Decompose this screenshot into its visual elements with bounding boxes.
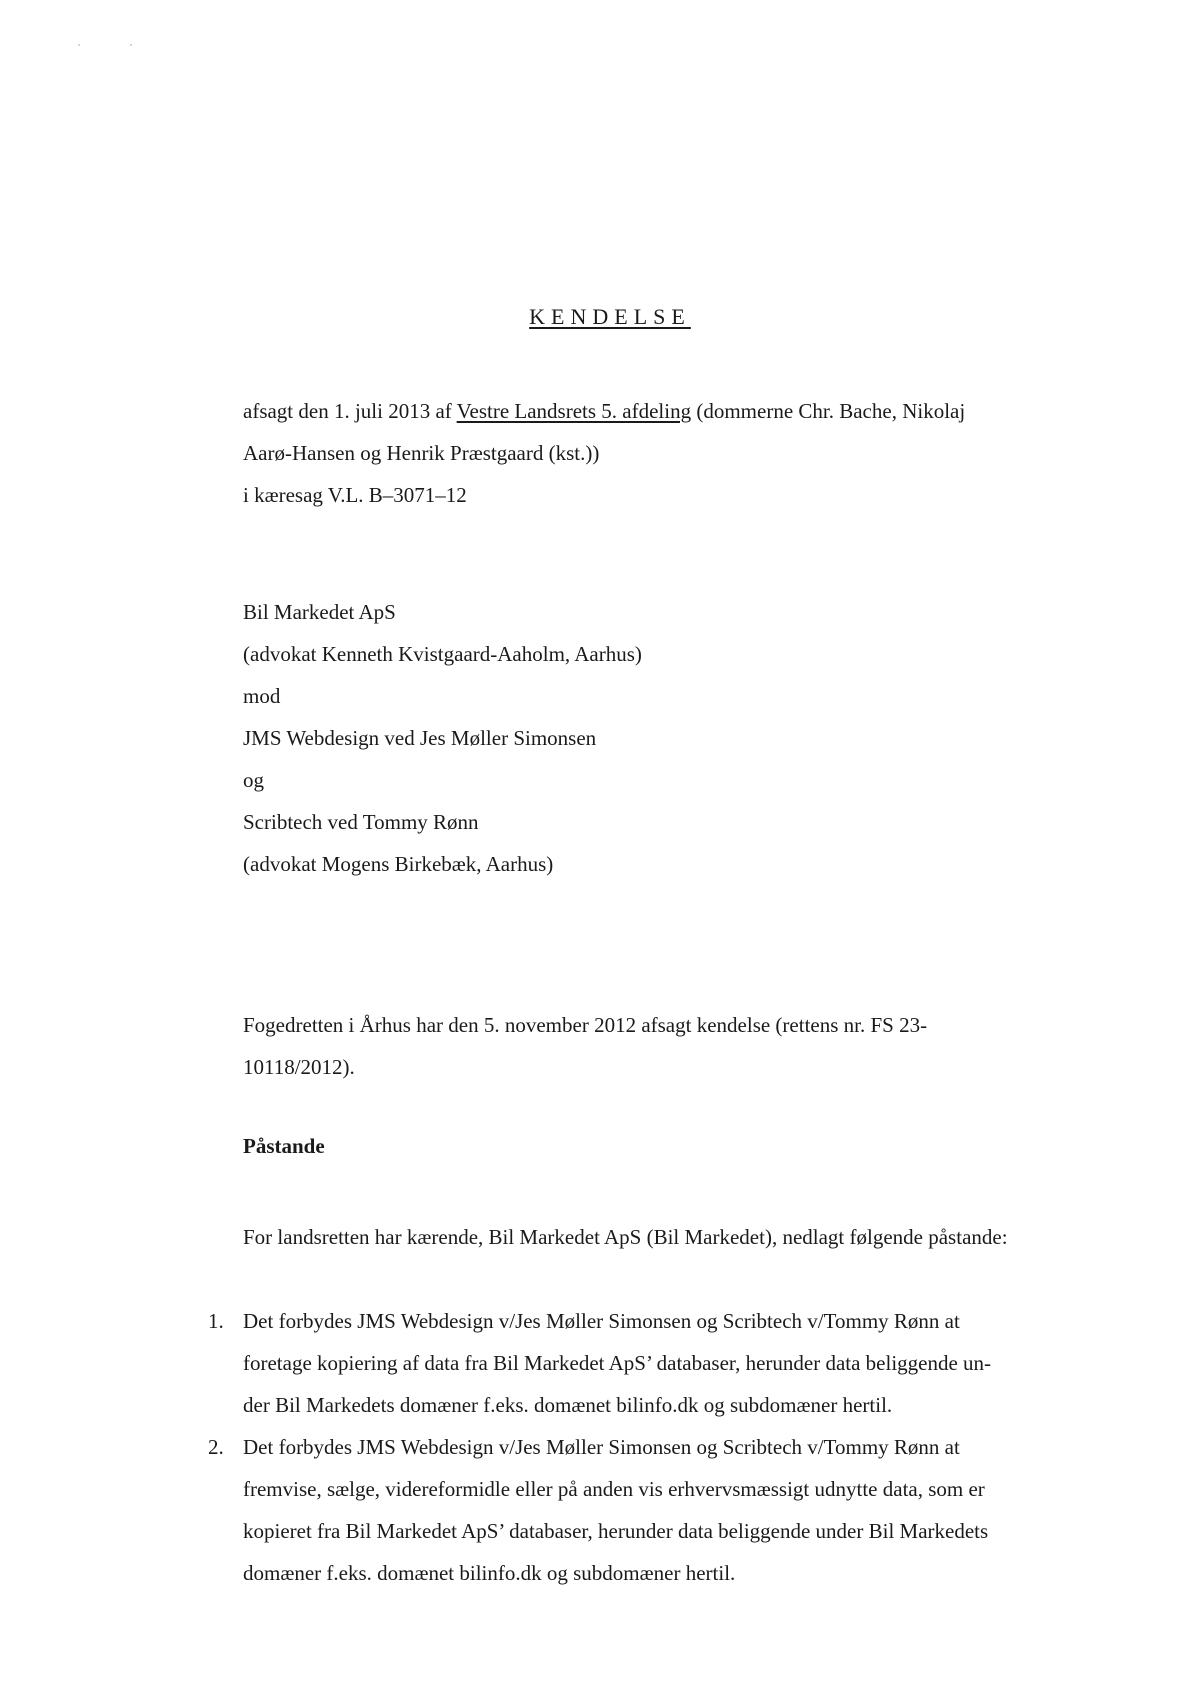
party-line: (advokat Kenneth Kvistgaard-Aaholm, Aarhus) <box>243 642 642 666</box>
claim-number: 2. <box>208 1435 224 1459</box>
lead-paragraph <box>243 1216 1163 1258</box>
claim-line: foretage kopiering af data fra Bil Markedet ApS’ databaser, herunder data beliggende un- <box>243 1351 992 1375</box>
intro-line-2: Aarø-Hansen og Henrik Præstgaard (kst.)) <box>243 441 600 465</box>
fogedret-line-1: Fogedretten i Århus har den 5. november 2012 afsagt kendelse (rettens nr. FS 23- <box>243 1013 928 1037</box>
fogedret-line-2: 10118/2012). <box>243 1055 355 1079</box>
party-line: mod <box>243 684 281 708</box>
party-line: Bil Markedet ApS <box>243 600 396 624</box>
claim-line: kopieret fra Bil Markedet ApS’ databaser, herunder data beliggende under Bil Markedets <box>243 1519 989 1543</box>
fogedret-paragraph <box>243 1004 1123 1088</box>
party-line: (advokat Mogens Birkebæk, Aarhus) <box>243 852 554 876</box>
scan-speck <box>130 44 132 46</box>
intro-line-1 <box>243 390 1123 432</box>
parties-block <box>243 591 1123 885</box>
case-number: i kæresag V.L. B–3071–12 <box>243 483 467 507</box>
intro-block <box>243 390 1123 516</box>
list-item <box>200 1426 1120 1594</box>
claim-line: domæner f.eks. domænet bilinfo.dk og subdomæner hertil. <box>243 1561 736 1585</box>
party-line: JMS Webdesign ved Jes Møller Simonsen <box>243 726 597 750</box>
intro-pre: afsagt den 1. juli 2013 af <box>243 399 457 423</box>
section-heading: Påstande <box>243 1134 325 1158</box>
document-title: KENDELSE <box>529 304 691 329</box>
claim-line: Det forbydes JMS Webdesign v/Jes Møller Simonsen og Scribtech v/Tommy Rønn at <box>243 1435 960 1459</box>
claim-line: fremvise, sælge, videreformidle eller på anden vis erhvervsmæssigt udnytte data, som er <box>243 1477 985 1501</box>
intro-post: (dommerne Chr. Bache, Nikolaj <box>691 399 966 423</box>
party-line: og <box>243 768 264 792</box>
claim-number: 1. <box>208 1309 224 1333</box>
court-name: Vestre Landsrets 5. afdeling <box>456 399 692 423</box>
list-item <box>200 1300 1120 1426</box>
claims-list <box>200 1300 1120 1594</box>
scan-speck <box>78 44 80 46</box>
party-line: Scribtech ved Tommy Rønn <box>243 810 479 834</box>
claim-line: der Bil Markedets domæner f.eks. domænet bilinfo.dk og subdomæner hertil. <box>243 1393 893 1417</box>
lead-text: For landsretten har kærende, Bil Markedet ApS (Bil Markedet), nedlagt følgende påstande: <box>243 1225 1008 1249</box>
claim-line: Det forbydes JMS Webdesign v/Jes Møller Simonsen og Scribtech v/Tommy Rønn at <box>243 1309 960 1333</box>
